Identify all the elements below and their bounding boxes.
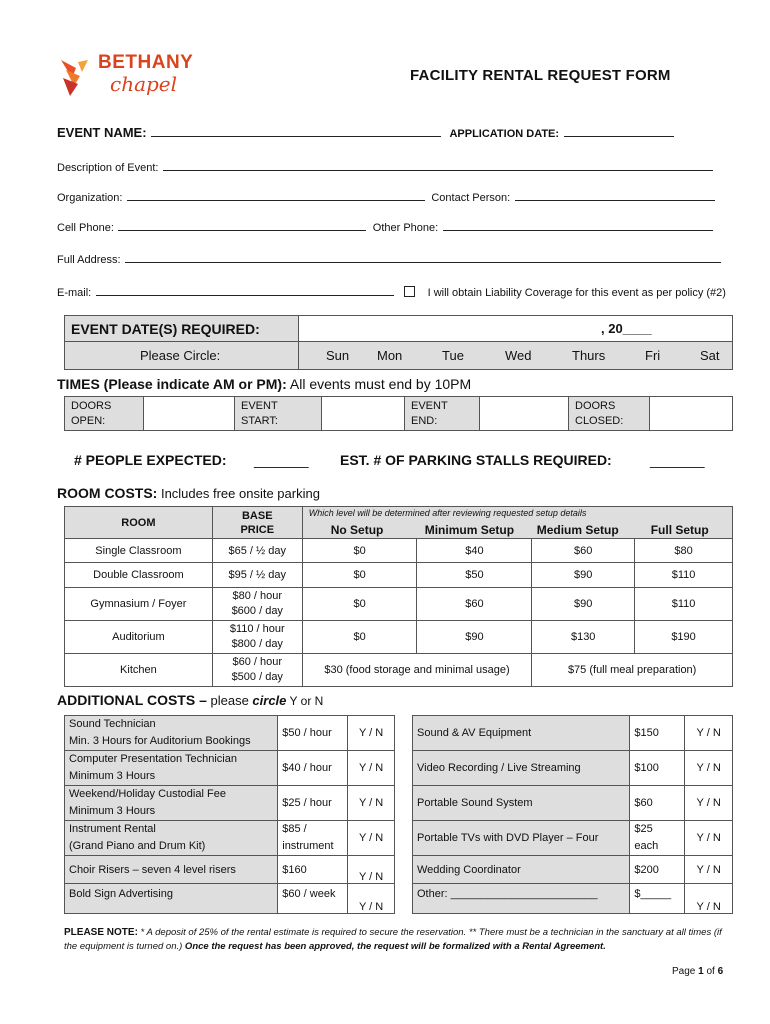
liability-label: I will obtain Liability Coverage for this event as per policy (#2) <box>427 287 726 299</box>
no-setup-price: $0 <box>302 588 417 621</box>
logo <box>58 52 218 104</box>
room-name: Single Classroom <box>65 539 213 563</box>
full-address-field[interactable] <box>125 251 721 263</box>
additional-costs-left-table <box>64 715 395 914</box>
day-sun[interactable]: Sun <box>326 348 350 363</box>
room-name: Gymnasium / Foyer <box>65 588 213 621</box>
cost-item: Wedding Coordinator <box>413 856 630 884</box>
table-row <box>65 786 395 821</box>
event-dates-year: , 20____ <box>601 321 652 336</box>
times-heading <box>57 376 471 394</box>
event-name-label: EVENT NAME: <box>57 125 147 140</box>
medium-setup-price: $130 <box>532 621 635 654</box>
table-row <box>413 821 733 856</box>
event-end-label-l1: EVENT <box>411 400 448 412</box>
event-dates-label-cell <box>64 315 299 342</box>
cost-item: Sound & AV Equipment <box>413 716 630 751</box>
table-row <box>413 751 733 786</box>
please-note-agreement: Once the request has been approved, the request will be formalized with a Rental Agreement. <box>182 941 606 952</box>
email-row <box>57 283 726 301</box>
base-price-header-l2: PRICE <box>240 523 275 536</box>
kitchen-minimal-price: $30 (food storage and minimal usage) <box>302 654 532 687</box>
cost-item: Choir Risers – seven 4 level risers <box>65 856 278 884</box>
cell-phone-label: Cell Phone: <box>57 222 114 234</box>
cost-price: $100 <box>630 751 685 786</box>
additional-heading-mid: please <box>206 693 253 708</box>
base-price-header <box>212 507 302 539</box>
day-tue[interactable]: Tue <box>442 348 464 363</box>
event-end-label-cell <box>404 396 480 431</box>
room-header: ROOM <box>65 507 213 539</box>
cost-price: $60 <box>630 786 685 821</box>
day-mon[interactable]: Mon <box>377 348 403 363</box>
full-setup-header: Full Setup <box>650 523 709 537</box>
room-name: Double Classroom <box>65 563 213 588</box>
table-row <box>413 716 733 751</box>
cost-item-other[interactable]: Other: ________________________ <box>413 884 630 914</box>
event-start-label-cell <box>234 396 322 431</box>
doors-open-label-l1: DOORS <box>71 400 112 412</box>
please-circle-label: Please Circle: <box>140 348 221 363</box>
cost-price <box>278 821 348 856</box>
doors-closed-label-l2: CLOSED: <box>575 415 624 427</box>
table-row <box>65 716 395 751</box>
day-wed[interactable]: Wed <box>505 348 532 363</box>
form-title: FACILITY RENTAL REQUEST FORM <box>410 67 671 84</box>
people-expected-label: # PEOPLE EXPECTED: <box>74 452 227 468</box>
cost-item: Bold Sign Advertising <box>65 884 278 914</box>
additional-heading-bold: ADDITIONAL COSTS – <box>57 692 207 708</box>
event-end-label-l2: END: <box>411 415 438 427</box>
no-setup-header: No Setup <box>330 523 384 537</box>
base-price: $95 / ½ day <box>212 563 302 588</box>
table-row <box>65 621 733 654</box>
cost-item-l2: Minimum 3 Hours <box>69 805 156 817</box>
doors-open-input[interactable] <box>143 396 235 431</box>
medium-setup-header: Medium Setup <box>536 523 619 537</box>
cost-price: $25 / hour <box>278 786 348 821</box>
cost-item: Video Recording / Live Streaming <box>413 751 630 786</box>
yes-no-choice[interactable]: Y / N <box>348 856 395 884</box>
room-name: Auditorium <box>65 621 213 654</box>
flame-logo-icon <box>58 56 92 98</box>
yes-no-choice[interactable]: Y / N <box>348 716 395 751</box>
event-start-label-l1: EVENT <box>241 400 278 412</box>
doors-closed-label-l1: DOORS <box>575 400 616 412</box>
event-dates-label: EVENT DATE(S) REQUIRED: <box>71 321 260 337</box>
logo-text-chapel: chapel <box>110 72 178 96</box>
cost-item <box>65 751 278 786</box>
yes-no-choice[interactable]: Y / N <box>685 751 733 786</box>
application-date-field[interactable] <box>564 125 674 137</box>
minimum-setup-price: $60 <box>417 588 532 621</box>
yes-no-choice[interactable]: Y / N <box>685 856 733 884</box>
cost-item <box>65 821 278 856</box>
page-number <box>672 966 723 977</box>
page-current: 1 <box>698 966 704 977</box>
base-price-hour: $110 / hour <box>229 623 285 635</box>
cost-price-l2: each <box>634 840 659 852</box>
description-label: Description of Event: <box>57 162 159 174</box>
please-note-label: PLEASE NOTE: <box>64 927 138 938</box>
liability-checkbox[interactable] <box>404 286 415 297</box>
medium-setup-price: $60 <box>532 539 635 563</box>
times-heading-bold: TIMES (Please indicate AM or PM): <box>57 376 287 392</box>
table-row <box>65 563 733 588</box>
event-start-input[interactable] <box>321 396 405 431</box>
base-price-day: $800 / day <box>231 638 283 650</box>
cost-item-l1: Instrument Rental <box>69 823 156 835</box>
parking-stalls-label: EST. # OF PARKING STALLS REQUIRED: <box>340 452 612 468</box>
full-setup-price: $80 <box>635 539 733 563</box>
table-row <box>413 856 733 884</box>
base-price <box>212 654 302 687</box>
cost-price: $50 / hour <box>278 716 348 751</box>
day-thurs[interactable]: Thurs <box>572 348 606 363</box>
base-price <box>212 588 302 621</box>
full-address-label: Full Address: <box>57 254 121 266</box>
yes-no-choice[interactable]: Y / N <box>348 751 395 786</box>
doors-closed-label-cell <box>568 396 650 431</box>
base-price-hour: $80 / hour <box>232 590 283 602</box>
cost-price-l1: $85 / <box>282 823 307 835</box>
event-start-label-l2: START: <box>241 415 278 427</box>
times-heading-rest: All events must end by 10PM <box>286 376 472 392</box>
event-name-field[interactable] <box>151 125 441 137</box>
cost-item-l2: (Grand Piano and Drum Kit) <box>69 840 206 852</box>
minimum-setup-price: $90 <box>417 621 532 654</box>
day-sat[interactable]: Sat <box>700 348 720 363</box>
table-row <box>65 751 395 786</box>
cost-price: $60 / week <box>278 884 348 914</box>
minimum-setup-header: Minimum Setup <box>424 523 515 537</box>
application-date-label: APPLICATION DATE: <box>449 128 560 140</box>
cost-price-l1: $25 <box>634 823 653 835</box>
people-expected-field[interactable]: _______ <box>254 452 309 468</box>
email-field[interactable] <box>96 284 394 296</box>
table-row <box>65 588 733 621</box>
logo-text-bethany: BETHANY <box>98 52 194 73</box>
table-row <box>65 539 733 563</box>
base-price: $65 / ½ day <box>212 539 302 563</box>
doors-open-label-cell <box>64 396 144 431</box>
weekday-cell <box>298 341 733 370</box>
cost-item-l1: Computer Presentation Technician <box>69 753 237 765</box>
event-dates-input-cell[interactable] <box>298 315 733 342</box>
cost-item: Portable TVs with DVD Player – Four <box>413 821 630 856</box>
table-row <box>65 856 395 884</box>
cost-item <box>65 786 278 821</box>
no-setup-price: $0 <box>302 539 417 563</box>
page-total: 6 <box>717 966 724 977</box>
yes-no-choice[interactable]: Y / N <box>348 821 395 856</box>
additional-costs-heading <box>57 692 323 710</box>
contact-person-label: Contact Person: <box>431 192 511 204</box>
doors-closed-input[interactable] <box>649 396 733 431</box>
yes-no-choice[interactable]: Y / N <box>685 716 733 751</box>
description-field[interactable] <box>163 159 713 171</box>
event-end-input[interactable] <box>479 396 569 431</box>
cell-phone-field[interactable] <box>118 219 366 231</box>
yes-no-choice[interactable]: Y / N <box>685 786 733 821</box>
please-circle-cell <box>64 341 299 370</box>
room-name: Kitchen <box>65 654 213 687</box>
medium-setup-price: $90 <box>532 563 635 588</box>
doors-open-label-l2: OPEN: <box>71 415 106 427</box>
no-setup-price: $0 <box>302 621 417 654</box>
room-costs-heading-bold: ROOM COSTS: <box>57 485 158 501</box>
minimum-setup-price: $50 <box>417 563 532 588</box>
cost-price: $40 / hour <box>278 751 348 786</box>
organization-row <box>57 188 715 206</box>
additional-costs-right-table <box>412 715 733 914</box>
base-price-day: $600 / day <box>231 605 283 617</box>
no-setup-price: $0 <box>302 563 417 588</box>
other-phone-field[interactable] <box>443 219 713 231</box>
other-phone-label: Other Phone: <box>372 222 439 234</box>
room-costs-header-row <box>65 507 733 539</box>
additional-heading-end: Y or N <box>286 694 324 708</box>
parking-stalls-field[interactable]: _______ <box>650 452 705 468</box>
please-note <box>64 926 734 954</box>
room-costs-table <box>64 506 733 687</box>
cost-price <box>630 821 685 856</box>
base-price <box>212 621 302 654</box>
kitchen-full-price: $75 (full meal preparation) <box>532 654 733 687</box>
yes-no-choice[interactable]: Y / N <box>348 884 395 914</box>
day-fri[interactable]: Fri <box>645 348 661 363</box>
cost-item-l2: Min. 3 Hours for Auditorium Bookings <box>69 735 251 747</box>
full-setup-price: $110 <box>635 588 733 621</box>
full-setup-price: $190 <box>635 621 733 654</box>
table-row <box>413 884 733 914</box>
base-price-hour: $60 / hour <box>232 656 283 668</box>
organization-field[interactable] <box>127 189 425 201</box>
table-row <box>65 654 733 687</box>
yes-no-choice[interactable]: Y / N <box>685 821 733 856</box>
cost-price-l2: instrument <box>282 840 334 852</box>
table-row <box>413 786 733 821</box>
phone-row <box>57 218 713 236</box>
email-label: E-mail: <box>57 287 92 299</box>
additional-heading-circle: circle <box>252 693 287 708</box>
page-label: Page <box>672 966 699 977</box>
yes-no-choice[interactable]: Y / N <box>348 786 395 821</box>
medium-setup-price: $90 <box>532 588 635 621</box>
cost-price: $160 <box>278 856 348 884</box>
cost-price: $200 <box>630 856 685 884</box>
setup-levels-header <box>302 507 732 539</box>
cost-item <box>65 716 278 751</box>
please-note-text: * A deposit of 25% of the rental estimate is required to secure the reservation. ** There must be a technician in the sanctuary at all times (if the equipment is turned on.) <box>64 927 722 952</box>
minimum-setup-price: $40 <box>417 539 532 563</box>
page-of: of <box>703 966 718 977</box>
event-name-row <box>57 124 727 142</box>
setup-note: Which level will be determined after reviewing requested setup details <box>308 508 587 518</box>
base-price-header-l1: BASE <box>241 509 273 522</box>
full-setup-price: $110 <box>635 563 733 588</box>
room-costs-heading <box>57 485 320 503</box>
cost-item-l2: Minimum 3 Hours <box>69 770 156 782</box>
room-costs-heading-rest: Includes free onsite parking <box>157 486 320 501</box>
cost-item: Portable Sound System <box>413 786 630 821</box>
cost-item-l1: Sound Technician <box>69 718 156 730</box>
cost-item-l1: Weekend/Holiday Custodial Fee <box>69 788 226 800</box>
address-row <box>57 250 721 268</box>
base-price-day: $500 / day <box>231 671 283 683</box>
organization-label: Organization: <box>57 192 123 204</box>
cost-price: $150 <box>630 716 685 751</box>
description-row <box>57 158 713 176</box>
table-row <box>65 821 395 856</box>
contact-person-field[interactable] <box>515 189 715 201</box>
cost-price-other[interactable]: $_____ <box>630 884 685 914</box>
yes-no-choice[interactable]: Y / N <box>685 884 733 914</box>
table-row <box>65 884 395 914</box>
